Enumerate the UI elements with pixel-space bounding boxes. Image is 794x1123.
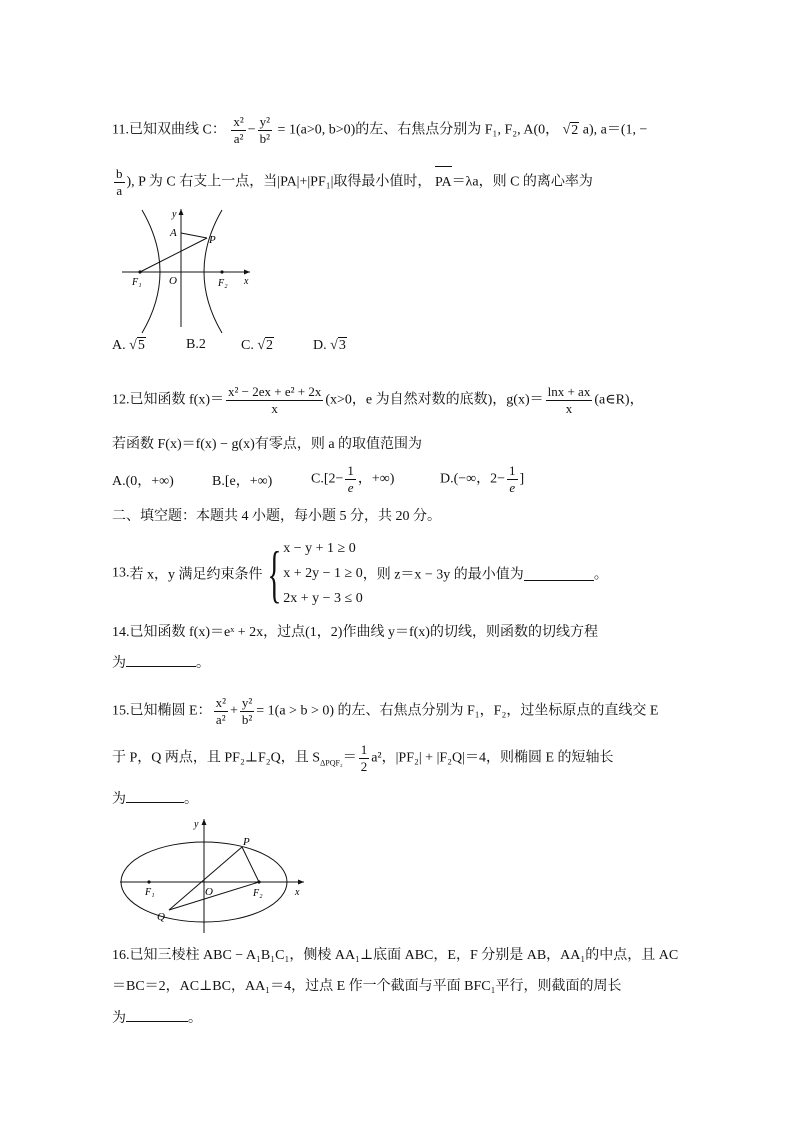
q11-fig-o: O xyxy=(169,275,177,287)
q13-number: 13. xyxy=(112,565,130,581)
q13-intro: 若 x，y 满足约束条件 xyxy=(129,567,263,583)
q16-answer-blank[interactable] xyxy=(126,1007,188,1022)
q15-fig-f2: F₂ xyxy=(253,888,263,899)
q12-intro: 已知函数 f(x)＝ xyxy=(129,392,224,408)
q14-line2: 为 。 xyxy=(112,652,734,675)
brace-icon: { xyxy=(266,537,281,609)
q12-end: (a∈R)， xyxy=(594,392,644,408)
q16-line1: 16.已知三棱柱 ABC − A₁B₁C₁，侧棱 AA₁⊥底面 ABC，E，F 分别是 AB，AA₁的中点，且 AC xyxy=(112,948,679,963)
q11-line2-end: ＝λa，则 C 的离心率为 xyxy=(451,174,593,190)
q14-answer-blank[interactable] xyxy=(126,652,196,667)
q15-fig-q: Q xyxy=(157,911,165,923)
q16-line2: ＝BC＝2，AC⊥BC，AA₁＝4，过点 E 作一个截面与平面 BFC₁平行，则截面的周长 xyxy=(112,979,622,994)
q16-number: 16. xyxy=(112,948,130,963)
q11-line2-rest: ), P 为 C 右支上一点，当|PA|+|PF₁|取得最小值时， xyxy=(126,174,432,190)
sqrt-icon: √ xyxy=(257,338,266,353)
q11-fig-a: A xyxy=(170,227,177,239)
q11-fig-f2: F₂ xyxy=(218,278,228,289)
q11-vector-pa: PA xyxy=(435,172,452,194)
q11-fig-f1: F₁ xyxy=(132,277,142,288)
q12-line2: 若函数 F(x)＝f(x) − g(x)有零点，则 a 的取值范围为 xyxy=(112,437,423,452)
q12-option-c[interactable]: C.[2− $\frac{1}{e}$ ，+∞) xyxy=(311,463,395,495)
q15-number: 15. xyxy=(112,703,130,719)
q11-number: 11. xyxy=(112,122,129,138)
q12-number: 12. xyxy=(112,392,130,408)
q12-option-a[interactable]: A.(0，+∞) xyxy=(112,474,174,489)
section-heading: 二、填空题：本题共 4 小题，每小题 5 分，共 20 分。 xyxy=(112,509,441,524)
q15-line3: 为 。 xyxy=(112,788,734,811)
q11-sqrt2: 2 xyxy=(571,122,579,138)
q12-mid: (x>0，e 为自然对数的底数)，g(x)＝ xyxy=(325,392,544,408)
q15-fig-x: x xyxy=(295,887,300,898)
q12-f-frac: $\frac{\text{x² − 2ex + e² + 2x}}{x}$ xyxy=(228,384,322,416)
q15-fig-f1: F₁ xyxy=(145,887,155,898)
q13-block: 13.若 x，y 满足约束条件{ x − y + 1 ≥ 0 x + 2y − 1 ≥ 0 2x + y − 3 ≤ 0 ，则 z＝x − 3y 的最小值为 。 xyxy=(112,536,734,611)
sqrt-icon: √ xyxy=(562,122,571,138)
q15-line1: 15.已知椭圆 E： $\frac{\text{x²}}{\text{a²}}$ + $\frac{\text{y²}}{\text{b²}}$ = 1(a > b > 0) 的左、右焦点分别为 F₁，F₂，过坐标原点的直线交 E xyxy=(112,695,659,727)
q15-fig-o: O xyxy=(205,886,213,898)
q11-option-b[interactable]: B.2 xyxy=(186,337,206,352)
q11-fig-x: x xyxy=(244,276,249,287)
q13-answer-blank[interactable] xyxy=(524,566,594,581)
q14-number: 14. xyxy=(112,625,130,640)
q11-option-a[interactable]: A. √5 xyxy=(112,338,145,353)
q14-line1: 14.已知函数 f(x)＝eˣ + 2x，过点(1，2)作曲线 y＝f(x)的切线，则函数的切线方程 xyxy=(112,625,598,640)
q15-frac-y: $\frac{\text{y²}}{\text{b²}}$ xyxy=(241,695,253,727)
q11-frac-y: $\frac{\text{y²}}{\text{b²}}$ xyxy=(259,114,271,146)
q15-frac-x: $\frac{\text{x²}}{\text{a²}}$ xyxy=(215,695,226,727)
q11-option-c[interactable]: C. √2 xyxy=(241,338,274,353)
q12-line1 xyxy=(112,384,734,417)
q15-ellipse-figure xyxy=(112,815,312,940)
q11-line1: 11.已知双曲线 C： $\frac{\text{x²}}{\text{a²}}$ − $\frac{\text{y²}}{\text{b²}}$ = 1(a>0, b>0)的左、右焦点分别为 F₁, F₂, A(0， √2 a), a＝(1, − xyxy=(112,114,648,146)
q15-line2: 于 P，Q 两点，且 PF₂⊥F₂Q，且 $S_{\Delta PQF_2}=$ $\frac{1}{2}$ a²，|PF₂| + |F₂Q|＝4，则椭圆 E 的短轴长 xyxy=(112,742,614,774)
vector-arrow-icon xyxy=(435,166,452,171)
q11-frac-x: $\frac{\text{x²}}{\text{a²}}$ xyxy=(233,114,244,146)
q11-hyperbola-rest: = 1(a>0, b>0)的左、右焦点分别为 F₁, F₂, A(0， xyxy=(277,122,560,138)
q11-option-d[interactable]: D. √3 xyxy=(313,338,346,353)
q11-hyperbola-figure xyxy=(112,205,262,335)
q11-after-sqrt: a), a＝(1, − xyxy=(582,122,648,138)
q12-g-frac: $\frac{\ln x + ax}{x}$ xyxy=(547,384,591,416)
q11-intro: 已知双曲线 C： xyxy=(128,122,226,138)
q15-fig-y: y xyxy=(194,819,199,830)
q11-frac-ba: $\frac{b}{a}$ xyxy=(116,166,123,198)
q15-answer-blank[interactable] xyxy=(126,788,184,803)
q16-line3: 为 。 xyxy=(112,1007,734,1030)
q12-option-d[interactable]: D.(−∞，2− $\frac{1}{e}$ ] xyxy=(440,463,525,495)
sqrt-icon: √ xyxy=(129,338,137,353)
q12-option-b[interactable]: B.[e，+∞) xyxy=(212,474,273,489)
sqrt-icon: √ xyxy=(330,338,338,353)
q15-frac-half: $\frac{1}{2}$ xyxy=(360,742,368,774)
q13-constraints: x − y + 1 ≥ 0 x + 2y − 1 ≥ 0 2x + y − 3 ≤ 0 xyxy=(283,541,363,606)
q11-fig-p: P xyxy=(209,234,216,246)
q11-fig-y: y xyxy=(172,209,177,220)
q13-tail: ，则 z＝x − 3y 的最小值为 xyxy=(362,567,524,583)
q15-fig-p: P xyxy=(243,836,250,848)
q11-line2 xyxy=(112,166,734,199)
